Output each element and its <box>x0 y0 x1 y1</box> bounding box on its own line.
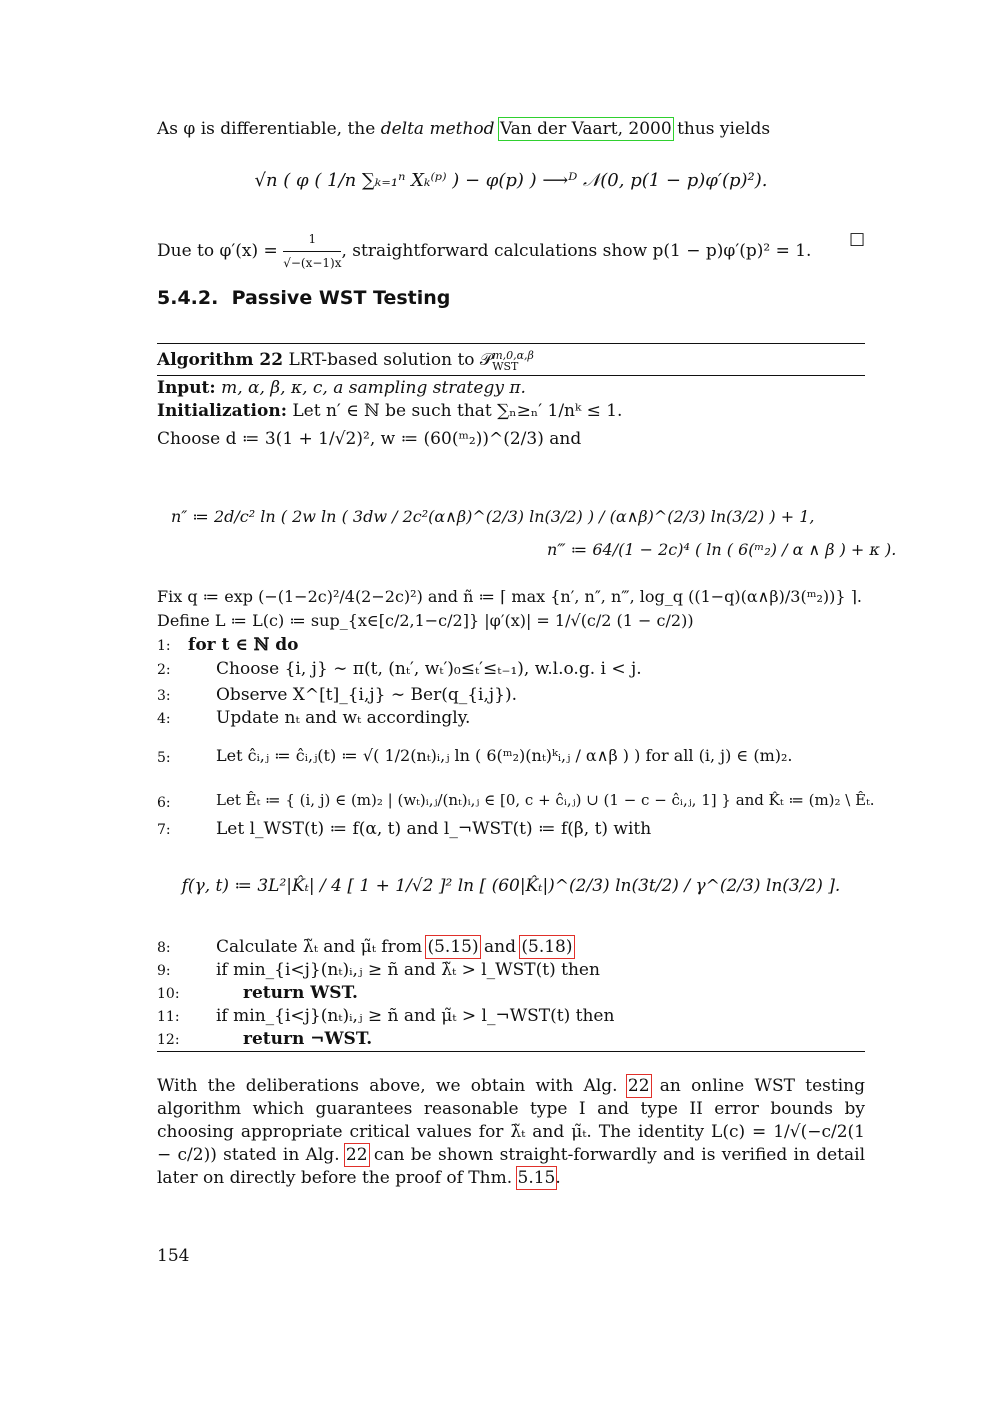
closing-t4: . <box>555 1168 561 1188</box>
frac-num: 1 <box>283 228 341 252</box>
caption-sup: m,0,α,β <box>492 348 534 362</box>
algorithm-choose: Choose d ≔ 3(1 + 1/√2)², w ≔ (60(ᵐ₂))^(2/3) and <box>157 429 582 449</box>
step-number: 7: <box>157 822 171 838</box>
algorithm-define: Define L ≔ L(c) ≔ sup_{x∈[c/2,1−c/2]} |φ′(x)| = 1/√(c/2 (1 − c/2)) <box>157 611 694 630</box>
step-number: 3: <box>157 688 171 704</box>
step-line: Update nₜ and wₜ accordingly. <box>216 708 471 728</box>
caption-script <box>492 350 534 372</box>
step-line <box>216 937 573 957</box>
phi-prime-fraction <box>283 228 341 275</box>
step-line: return ¬WST. <box>243 1029 373 1049</box>
section-number: 5.4.2. <box>157 287 219 309</box>
step-number: 6: <box>157 795 171 811</box>
closing-paragraph <box>157 1075 865 1190</box>
algorithm-caption-rule <box>157 375 865 376</box>
closing-t1: With the deliberations above, we obtain with Alg. <box>157 1076 628 1096</box>
citation-link[interactable]: Van der Vaart, 2000 <box>499 119 672 139</box>
citation-name: Van der Vaart <box>499 119 618 139</box>
page-number: 154 <box>157 1246 190 1266</box>
step-number: 1: <box>157 638 171 654</box>
closing-t2: an online WST testing algorithm which guarantees reasonable type I and type II error bounds by choosing appropriate critical values for λ̃ₜ and μ̃ₜ. The identity L(c) = 1/√(−c/2(1 − c/2)) stated in Alg. <box>157 1076 865 1165</box>
init-text: Let n′ ∈ ℕ be such that ∑ₙ≥ₙ′ 1/nᵏ ≤ 1. <box>292 401 623 421</box>
qed-box: □ <box>848 229 865 249</box>
intro-post: thus yields <box>671 119 771 139</box>
step8-mid: and <box>478 937 522 957</box>
intro-paragraph <box>157 118 770 141</box>
delta-method-equation: √n ( φ ( 1/n ∑ₖ₌₁ⁿ Xₖ⁽ᵖ⁾ ) − φ(p) ) ⟶ᴰ 𝒩(0, p(1 − p)φ′(p)²). <box>254 170 768 191</box>
step-line: Let Êₜ ≔ { (i, j) ∈ (m)₂ | (wₜ)ᵢ,ⱼ/(nₜ)ᵢ,ⱼ ∈ [0, c + ĉᵢ,ⱼ) ∪ (1 − c − ĉᵢ,ⱼ, 1] } and K̂ₜ ≔ (m)₂ \ Êₜ. <box>216 791 875 809</box>
due-to-post: , straightforward calculations show p(1 − p)φ′(p)² = 1. <box>341 241 812 261</box>
init-label: Initialization: <box>157 401 287 421</box>
theorem-ref-link[interactable]: 5.15 <box>517 1168 556 1188</box>
step-line: Let l_WST(t) ≔ f(α, t) and l_¬WST(t) ≔ f(β, t) with <box>216 819 652 839</box>
step-line: Observe X^[t]_{i,j} ∼ Ber(q_{i,j}). <box>216 685 518 705</box>
due-to-pre: Due to φ′(x) = <box>157 241 284 261</box>
equation-ref-link[interactable]: (5.15) <box>427 937 479 957</box>
algorithm-ref-link[interactable]: 22 <box>627 1076 650 1096</box>
section-heading <box>157 287 450 309</box>
algorithm-ref-link[interactable]: 22 <box>345 1145 368 1165</box>
step8-pre: Calculate λ̃ₜ and μ̃ₜ from <box>216 937 428 957</box>
equation-ref-link[interactable]: (5.18) <box>521 937 573 957</box>
due-to-line <box>157 228 865 275</box>
algorithm-top-rule <box>157 343 865 344</box>
algorithm-label: Algorithm 22 <box>157 350 284 370</box>
intro-emph: delta method <box>380 119 495 139</box>
step-number: 4: <box>157 711 171 727</box>
f-gamma-definition: f(γ, t) ≔ 3L²|K̂ₜ| / 4 [ 1 + 1/√2 ]² ln [ (60|K̂ₜ|)^(2/3) ln(3t/2) / γ^(2/3) ln(3/2) ]. <box>181 876 841 896</box>
step-line: if min_{i<j}(nₜ)ᵢ,ⱼ ≥ ñ and μ̃ₜ > l_¬WST(t) then <box>216 1006 615 1026</box>
step-line: for t ∈ ℕ do <box>188 635 299 655</box>
step-line: Choose {i, j} ∼ π(t, (nₜ′, wₜ′)₀≤ₜ′≤ₜ₋₁), w.l.o.g. i < j. <box>216 659 642 679</box>
algorithm-input <box>157 377 526 400</box>
algorithm-caption-text: LRT-based solution to 𝒫 <box>288 350 493 370</box>
n-triple-prime-def: n‴ ≔ 64/(1 − 2c)⁴ ( ln ( 6(ᵐ₂) / α ∧ β ) + κ ). <box>547 540 897 559</box>
algorithm-fix: Fix q ≔ exp (−(1−2c)²/4(2−2c)²) and ñ ≔ ⌈ max {n′, n″, n‴, log_q ((1−q)(α∧β)/3(ᵐ₂))} ⌉. <box>157 587 862 606</box>
closing-t3: can be shown straight-forwardly and is verified in detail later on directly before the proof of Thm. <box>157 1145 865 1188</box>
step-number: 10: <box>157 986 180 1002</box>
step-number: 2: <box>157 662 171 678</box>
frac-den: √−(x−1)x <box>283 256 342 270</box>
algorithm-init <box>157 400 622 423</box>
step-number: 11: <box>157 1009 180 1025</box>
citation-year: 2000 <box>628 119 672 139</box>
step-number: 5: <box>157 750 171 766</box>
step-number: 9: <box>157 963 171 979</box>
input-label: Input: <box>157 378 216 398</box>
intro-pre: As φ is differentiable, the <box>157 119 381 139</box>
step-line: return WST. <box>243 983 358 1003</box>
caption-sub: WST <box>492 359 519 373</box>
section-title: Passive WST Testing <box>231 287 451 309</box>
n-double-prime-def: n″ ≔ 2d/c² ln ( 2w ln ( 3dw / 2c²(α∧β)^(2/3) ln(3/2) ) / (α∧β)^(2/3) ln(3/2) ) + 1, <box>171 507 815 526</box>
step-number: 8: <box>157 940 171 956</box>
step-number: 12: <box>157 1032 180 1048</box>
algorithm-bottom-rule <box>157 1051 865 1052</box>
algorithm-caption <box>157 349 534 372</box>
step-line: Let ĉᵢ,ⱼ ≔ ĉᵢ,ⱼ(t) ≔ √( 1/2(nₜ)ᵢ,ⱼ ln ( 6(ᵐ₂)(nₜ)ᵏᵢ,ⱼ / α∧β ) ) for all (i, j) ∈ (m)₂. <box>216 746 793 765</box>
step-line: if min_{i<j}(nₜ)ᵢ,ⱼ ≥ ñ and λ̃ₜ > l_WST(t) then <box>216 960 600 980</box>
input-text: m, α, β, κ, c, a sampling strategy π. <box>221 378 526 398</box>
